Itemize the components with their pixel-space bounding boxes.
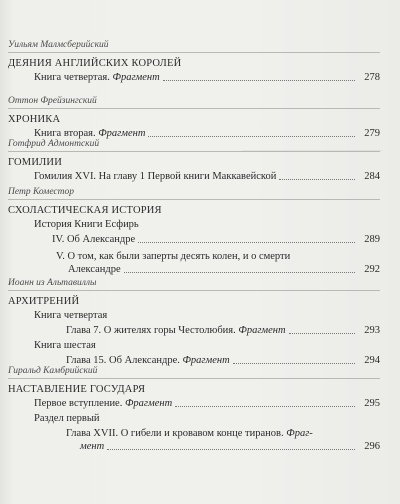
work-title: НАСТАВЛЕНИЕ ГОСУДАРЯ	[8, 384, 146, 395]
line-text: Книга четвертая.	[34, 72, 110, 83]
page-number: 289	[364, 234, 380, 245]
author-name: Оттон Фрейзингский	[8, 96, 380, 109]
author-name: Иоанн из Альтавиллы	[8, 278, 380, 291]
page-number: 293	[364, 325, 380, 336]
fragment-label: Фрагмент	[182, 355, 230, 366]
toc-line[interactable]	[8, 170, 380, 183]
subsection-heading: Книга четвертая	[34, 310, 108, 321]
toc-entry-johannes	[8, 278, 380, 367]
line-text: Александре	[68, 264, 121, 275]
dot-leader	[233, 363, 355, 364]
toc-entry-william	[8, 40, 380, 84]
page-number: 296	[364, 441, 380, 452]
toc-line[interactable]	[8, 233, 380, 246]
line-text: Глава 15. Об Александре.	[66, 355, 180, 366]
work-title: ГОМИЛИИ	[8, 157, 62, 168]
author-name: Петр Коместор	[8, 187, 380, 200]
toc-line-wrapped	[8, 427, 380, 440]
page-number: 278	[364, 72, 380, 83]
dot-leader	[163, 80, 355, 81]
dot-leader	[289, 333, 355, 334]
toc-entry-gerald	[8, 366, 380, 453]
line-text: Глава XVII. О гибели и кровавом конце тиранов.	[66, 428, 284, 439]
subsection-heading: История Книги Есфирь	[34, 219, 139, 230]
fragment-label: мент	[80, 441, 105, 452]
line-text: IV. Об Александре	[52, 234, 136, 245]
work-title: АРХИТРЕНИЙ	[8, 296, 80, 307]
toc-line[interactable]	[8, 397, 380, 410]
toc-line[interactable]	[8, 440, 380, 453]
dot-leader	[279, 179, 355, 180]
toc-entry-otto	[8, 96, 380, 140]
fragment-label: Фрагмент	[238, 325, 286, 336]
dot-leader	[107, 449, 355, 450]
author-name: Готфрид Адмонтский	[8, 139, 380, 152]
line-text: Первое вступление.	[34, 398, 123, 409]
page-number: 279	[364, 128, 380, 139]
fragment-label: Фрагмент	[98, 128, 146, 139]
author-name: Уильям Малмсберийский	[8, 40, 380, 53]
dot-leader	[138, 242, 355, 243]
line-text: Книга вторая.	[34, 128, 96, 139]
page-number: 294	[364, 355, 380, 366]
fragment-label: Фрагмент	[112, 72, 160, 83]
toc-entry-gottfried	[8, 139, 380, 183]
work-title: ХРОНИКА	[8, 114, 61, 125]
work-title: ДЕЯНИЯ АНГЛИЙСКИХ КОРОЛЕЙ	[8, 58, 182, 69]
fragment-label: Фраг-	[286, 428, 313, 439]
dot-leader	[175, 406, 355, 407]
line-text: Гомилия XVI. На главу 1 Первой книги Маккавейской	[34, 171, 277, 182]
subsection-heading: Раздел первый	[34, 413, 100, 424]
toc-line[interactable]	[8, 71, 380, 84]
author-name: Гиральд Камбрийский	[8, 366, 380, 379]
page-number: 292	[364, 264, 380, 275]
toc-line[interactable]	[8, 263, 380, 276]
work-title: СХОЛАСТИЧЕСКАЯ ИСТОРИЯ	[8, 205, 162, 216]
subsection-heading: Книга шестая	[34, 340, 96, 351]
line-text: Глава 7. О жителях горы Честолюбия.	[66, 325, 236, 336]
dot-leader	[148, 136, 355, 137]
fragment-label: Фрагмент	[124, 398, 173, 409]
toc-entry-comestor	[8, 187, 380, 276]
page-number: 295	[364, 398, 380, 409]
dot-leader	[124, 272, 355, 273]
line-text: V. О том, как были заперты десять колен, и о смерти	[56, 251, 291, 262]
toc-line[interactable]	[8, 324, 380, 337]
page-number: 284	[364, 171, 380, 182]
